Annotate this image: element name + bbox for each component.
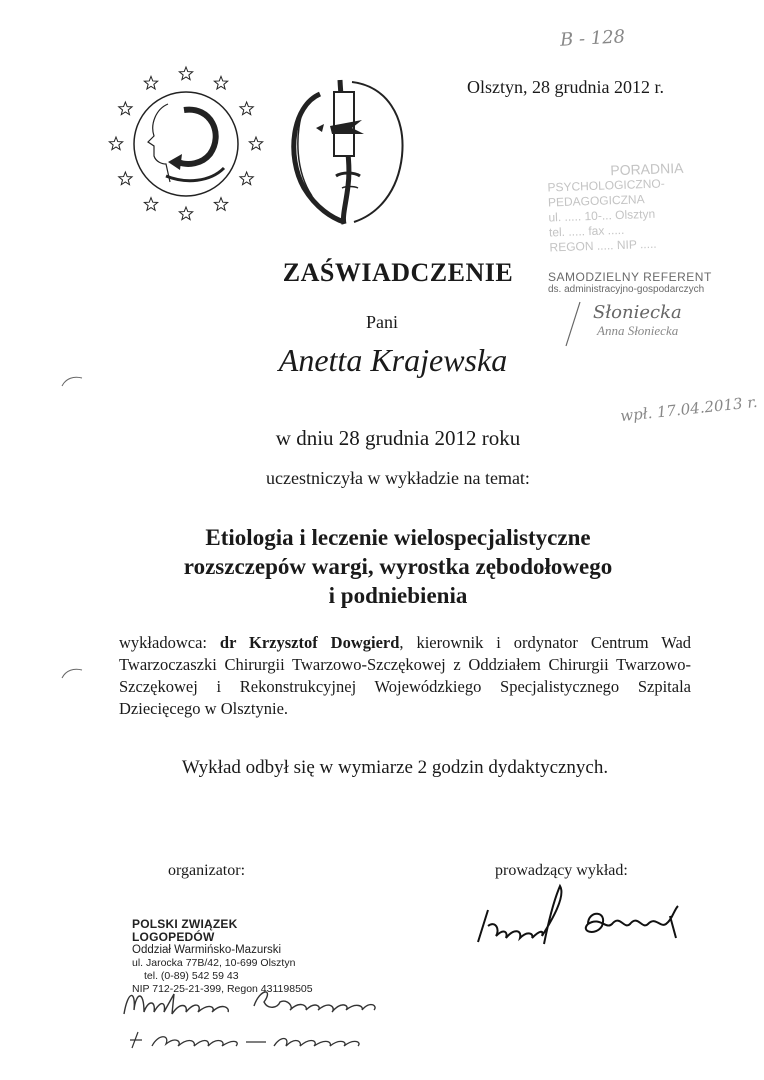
event-date: w dniu 28 grudnia 2012 roku [275, 426, 521, 450]
org-stamp-line: NIP 712-25-21-399, Regon 431198505 [132, 983, 313, 995]
star-icon [119, 102, 132, 115]
participation-text: uczestniczyła w wykładzie na temat: [266, 468, 530, 488]
lecturer-name: dr Krzysztof Dowgierd [219, 633, 400, 652]
faint-stamp-line: REGON ..... NIP ..... [549, 236, 657, 255]
hours-statement: Wykład odbył się w wymiarze 2 godzin dydaktycznych. [181, 757, 609, 778]
lecturer-info [119, 632, 691, 720]
faint-stamp-line: tel. ..... fax ..... [548, 222, 625, 240]
topic-line: rozszczepów wargi, wyrostka zębodołowego [183, 554, 613, 579]
org-stamp-line: tel. (0-89) 542 59 43 [144, 970, 239, 982]
star-icon [240, 172, 253, 185]
registration-note: wpł. 17.04.2013 r. [619, 392, 759, 426]
star-icon [179, 207, 192, 220]
document-title: ZAŚWIADCZENIE [282, 258, 514, 287]
recipient-name: Anetta Krajewska [278, 342, 508, 378]
faint-stamp-line: ul. ..... 10-... Olsztyn [548, 206, 656, 225]
salutation: Pani [365, 312, 398, 332]
star-icon [119, 172, 132, 185]
lecturer-signature [470, 880, 700, 950]
arrow-base [166, 168, 224, 181]
reference-note: B - 128 [559, 26, 626, 51]
star-icon [109, 137, 122, 150]
referent-name: Anna Słoniecka [597, 323, 679, 338]
org-stamp-line: POLSKI ZWIĄZEK LOGOPEDÓW [132, 917, 238, 944]
faint-stamp-line: PORADNIA [610, 159, 684, 179]
faint-stamp [547, 159, 750, 255]
margin-mark [60, 372, 86, 392]
star-icon [179, 67, 192, 80]
lecturer-description: , kierownik i ordynator Centrum Wad Twarzoczaszki Chirurgii Twarzowo-Szczękowej z Oddziałem Chirurgii Twarzowo-Szczękowej i Rekonstrukcyjnej Wojewódzkiego Specjalistycznego Szpitala Dziecięcego w Olsztynie. [119, 633, 692, 718]
arrow-head [168, 154, 182, 170]
organizer-label: organizator: [168, 862, 246, 879]
referent-title: SAMODZIELNY REFERENT [548, 270, 712, 284]
faint-stamp-line: PSYCHOLOGICZNO-PEDAGOGICZNA [547, 176, 665, 210]
topic-line: Etiologia i leczenie wielospecjalistyczne [205, 525, 591, 550]
org-stamp-line: Oddział Warmińsko-Mazurski [132, 944, 282, 956]
topic-line: i podniebienia [328, 583, 468, 608]
profile-outline [148, 104, 170, 182]
mask-face-logo [282, 76, 410, 226]
star-icon [240, 102, 253, 115]
organizer-signature [118, 980, 388, 1060]
star-ring [109, 67, 262, 220]
lecture-topic [100, 523, 696, 610]
star-icon [214, 198, 227, 211]
star-icon [144, 76, 157, 89]
star-circle-logo [106, 64, 266, 224]
org-stamp-line: ul. Jarocka 77B/42, 10-699 Olsztyn [132, 957, 296, 969]
star-icon [249, 137, 262, 150]
referent-department: ds. administracyjno-gospodarczych [548, 284, 705, 295]
arrow-arc [178, 110, 216, 164]
star-icon [144, 198, 157, 211]
date-line: Olsztyn, 28 grudnia 2012 r. [467, 77, 664, 97]
referent-signature: Słoniecka [593, 302, 682, 323]
star-icon [214, 76, 227, 89]
lecturer-prefix: wykładowca: [119, 633, 207, 652]
margin-mark [60, 664, 86, 684]
lecturer-label: prowadzący wykład: [495, 862, 628, 879]
